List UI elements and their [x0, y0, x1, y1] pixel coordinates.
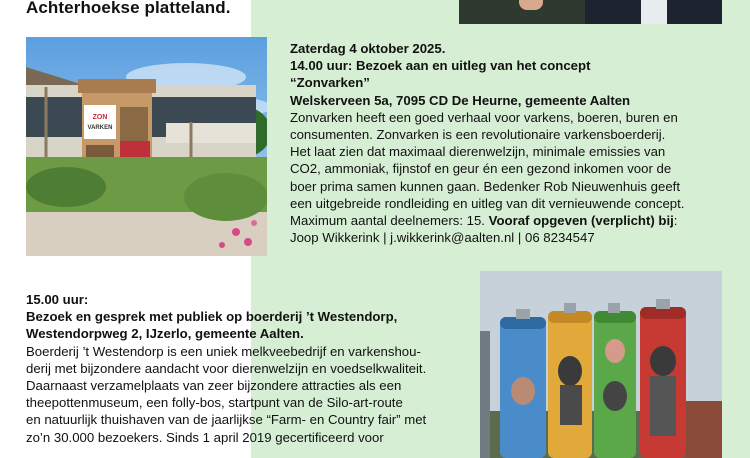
body-line: theepottenmuseum, een folly-bos, startpunt van de Silo-art-route	[26, 395, 403, 411]
body-line: boer prima samen kunnen gaan. Bedenker Rob Nieuwenhuis geeft	[290, 178, 681, 194]
event-westendorp	[26, 291, 471, 446]
max-participants: Maximum aantal deelnemers: 15.	[290, 213, 485, 229]
body-line: Boerderij ’t Westendorp is een uniek melkveebedrijf en varkenshou-	[26, 343, 421, 359]
body-line: zo’n 30.000 bezoekers. Sinds 1 april 2019 gecertificeerd voor	[26, 429, 384, 445]
registration-line	[290, 212, 730, 229]
person-left-neck	[519, 0, 543, 10]
sign-text-varken: VARKEN	[87, 125, 113, 131]
silo-art-illustration	[480, 271, 722, 458]
event-title-line-2: Westendorpweg 2, IJzerlo, gemeente Aalten.	[26, 326, 304, 342]
body-line: Zonvarken heeft een goed verhaal voor varkens, boeren, buren en	[290, 109, 678, 125]
event-title-line-1: 14.00 uur: Bezoek aan en uitleg van het concept	[290, 58, 591, 74]
zonvarken-photo-illustration	[26, 37, 267, 256]
portrait-photo	[459, 0, 722, 24]
body-line: een uitgebreide rondleiding en uitleg van dit vernieuwende concept.	[290, 195, 685, 211]
body-line: CO2, ammoniak, fijnstof en geur én een gezond inkomen voor de	[290, 161, 672, 177]
sign-text-zon: ZON	[92, 114, 108, 121]
zonvarken-photo	[26, 37, 267, 256]
body-line: Daarnaast verzamelplaats van zeer bijzondere attracties als een	[26, 378, 402, 394]
contact-line[interactable]: Joop Wikkerink | j.wikkerink@aalten.nl | 06 8234547	[290, 230, 595, 246]
body-line: Het laat zien dat maximaal dierenwelzijn, minimale emissies van	[290, 144, 666, 160]
register-colon: :	[673, 213, 678, 229]
register-label: Vooraf opgeven (verplicht) bij	[488, 213, 674, 229]
silo-art-photo	[480, 271, 722, 458]
body-line: derij met bijzondere aandacht voor dierenwelzijn en voedselkwaliteit.	[26, 360, 427, 376]
section-heading: Achterhoekse platteland.	[26, 0, 231, 17]
person-right-shirt	[641, 0, 667, 24]
body-line: consumenten. Zonvarken is een revolutionaire varkensboerderij.	[290, 127, 666, 143]
event-date: Zaterdag 4 oktober 2025.	[290, 41, 446, 56]
event-address: Welskerveen 5a, 7095 CD De Heurne, gemeente Aalten	[290, 92, 631, 108]
event-title-line-1: Bezoek en gesprek met publiek op boerderij ’t Westendorp,	[26, 309, 398, 325]
event-time: 15.00 uur:	[26, 292, 89, 307]
event-zonvarken	[290, 40, 730, 246]
event-title-line-2: “Zonvarken”	[290, 75, 370, 91]
body-line: en natuurlijk thuishaven van de jaarlijkse “Farm- en Country fair” met	[26, 412, 427, 428]
